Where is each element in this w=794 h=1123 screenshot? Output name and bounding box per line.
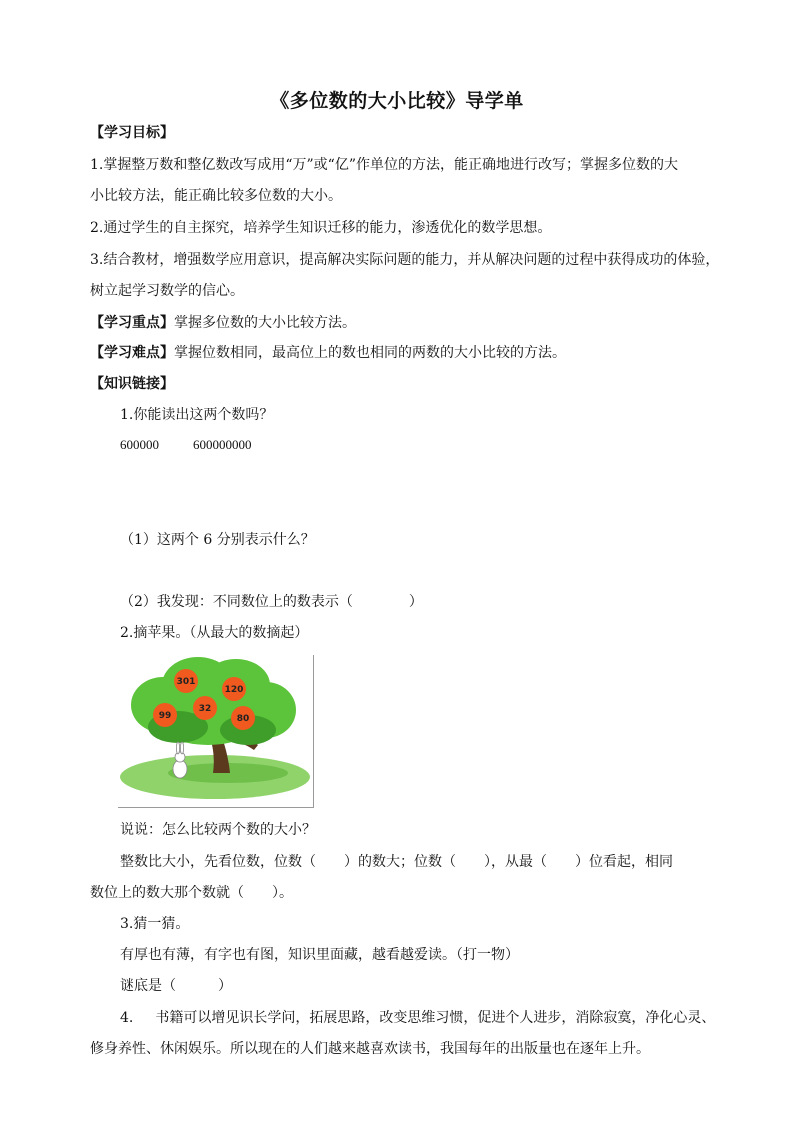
number-2: 600000000 [193,437,252,452]
question-4-text-1: 书籍可以增见识长学问，拓展思路，改变思维习惯，促进个人进步，消除寂寞，净化心灵、 [155,1010,716,1026]
question-3: 3.猜一猜。 [120,916,190,932]
apple-5 [231,706,255,730]
key-point-label: 【学习重点】 [90,315,174,331]
page-title: 《多位数的大小比较》导学单 [270,90,524,112]
question-4-line-1 [120,1008,715,1028]
goals-heading: 【学习目标】 [90,125,174,141]
question-1-sub-2: （2）我发现：不同数位上的数表示（ ） [120,594,423,610]
apple-5-label: 80 [236,714,250,724]
apple-1-label: 301 [176,677,196,687]
goal-1-line-2: 小比较方法，能正确比较多位数的大小。 [90,188,342,204]
apple-4 [153,703,177,727]
apple-1 [174,669,198,693]
knowledge-link-heading: 【知识链接】 [90,376,174,392]
goal-1-line-1: 1.掌握整万数和整亿数改写成用“万”或“亿”作单位的方法，能正确地进行改写；掌握多位数的大 [90,157,678,173]
riddle-text: 有厚也有薄，有字也有图，知识里面藏，越看越爱读。（打一物） [120,947,519,963]
apple-2-label: 120 [224,685,244,695]
key-point [90,313,356,333]
number-1: 600000 [120,437,159,452]
apple-4-label: 99 [158,711,172,721]
apple-2 [222,677,246,701]
question-1: 1.你能读出这两个数吗？ [120,407,274,423]
difficulty-label: 【学习难点】 [90,345,174,361]
numbers-row [120,437,286,453]
difficulty-text: 掌握位数相同，最高位上的数也相同的两数的大小比较的方法。 [174,345,566,361]
apple-3-label: 32 [198,704,212,714]
apple-tree-image [118,655,314,808]
question-1-sub-1: （1）这两个 6 分别表示什么？ [120,532,315,548]
rule-line-2: 数位上的数大那个数就（ ）。 [90,885,293,901]
apple-3 [193,696,217,720]
goal-3-line-2: 树立起学习数学的信心。 [90,283,244,299]
question-2: 2.摘苹果。（从最大的数摘起） [120,625,309,641]
riddle-answer: 谜底是（ ） [120,978,232,994]
question-4-number: 4. [120,1010,134,1026]
shuoshuo-prompt: 说说：怎么比较两个数的大小？ [120,822,316,838]
goal-2: 2.通过学生的自主探究，培养学生知识迁移的能力，渗透优化的数学思想。 [90,220,552,236]
rule-line-1: 整数比大小，先看位数，位数（ ）的数大；位数（ ），从最（ ）位看起，相同 [120,854,673,870]
question-4-line-2: 修身养性、休闲娱乐。所以现在的人们越来越喜欢读书，我国每年的出版量也在逐年上升。 [90,1041,650,1057]
goal-3-line-1: 3.结合教材，增强数学应用意识，提高解决实际问题的能力，并从解决问题的过程中获得成功的体验， [90,252,720,268]
key-point-text: 掌握多位数的大小比较方法。 [174,315,356,331]
difficulty [90,343,566,363]
apple-tree-illustration [118,655,313,807]
